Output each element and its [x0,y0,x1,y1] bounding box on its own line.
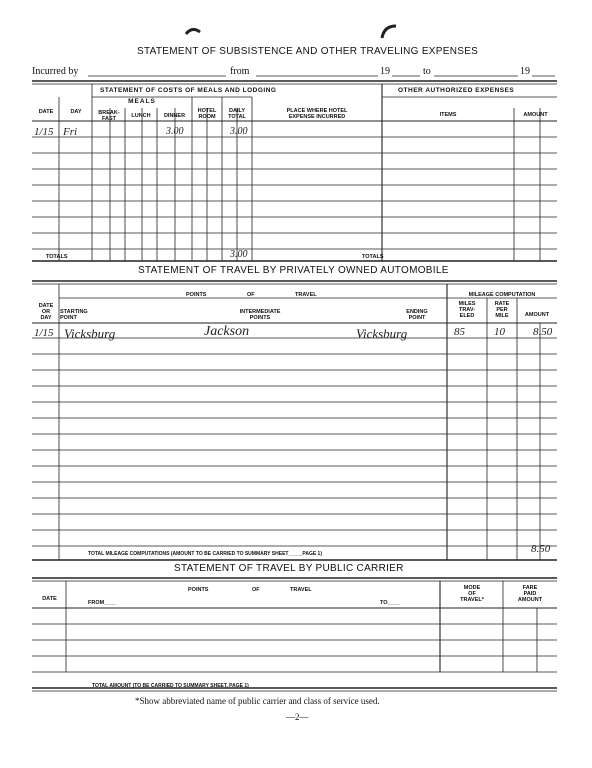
auto-entry-intermediate: Jackson [204,324,250,339]
meals-entry-daily-total: 3.00 [230,126,248,137]
auto-total-value: 8.50 [531,543,551,555]
auto-col-rate: RATE PER MILE [494,301,510,319]
auto-entry-end: Vicksburg [356,326,408,341]
meals-totals-value: 3.00 [230,249,248,260]
public-col-mode: MODE OF TRAVEL* [460,585,484,603]
auto-entry-start: Vicksburg [64,326,116,341]
meals-entry-dinner: 3.00 [166,126,184,137]
auto-section-title: STATEMENT OF TRAVEL BY PRIVATELY OWNED AUTOMOBILE [138,265,449,276]
meals-totals-label: TOTALS [46,254,68,260]
auto-col-miles: MILES TRAV- ELED [458,301,476,319]
auto-col-intermediate: INTERMEDIATE POINTS [239,309,281,321]
public-total-label: TOTAL AMOUNT (TO BE CARRIED TO SUMMARY SHEET, PAGE 1) [92,683,249,689]
incurred-by-label: Incurred by [32,66,79,77]
other-totals-label: TOTALS [362,254,384,260]
from-label: from [230,66,250,77]
meals-col-date: DATE [38,109,54,115]
year-label-2: 19 [520,66,530,77]
public-points-header-points: POINTS [188,587,209,593]
public-to-label: TO____ [380,600,400,606]
page-number: —2— [286,712,309,722]
meals-entry-date: 1/15 [34,126,54,138]
meals-col-lunch: LUNCH [131,113,151,119]
meals-col-dinner: DINNER [163,113,186,119]
auto-col-end: ENDING POINT [406,309,428,321]
meals-col-breakfast: BREAK- FAST [98,110,120,122]
page-title: STATEMENT OF SUBSISTENCE AND OTHER TRAVELING EXPENSES [137,46,479,57]
public-col-date: DATE [42,596,57,602]
other-section-title: OTHER AUTHORIZED EXPENSES [398,87,515,94]
meals-col-day: DAY [70,109,82,115]
auto-mileage-header: MILEAGE COMPUTATION [468,292,536,298]
public-from-label: FROM____ [88,600,117,606]
meals-section-title: STATEMENT OF COSTS OF MEALS AND LODGING [100,87,277,94]
public-section-title: STATEMENT OF TRAVEL BY PUBLIC CARRIER [174,563,404,574]
auto-entry-rate: 10 [494,326,505,338]
meals-col-place: PLACE WHERE HOTEL EXPENSE INCURRED [286,108,348,120]
auto-points-header-of: OF [247,292,255,298]
year-label-1: 19 [380,66,390,77]
auto-total-label: TOTAL MILEAGE COMPUTATIONS (AMOUNT TO BE CARRIED TO SUMMARY SHEET_____PAGE 1) [88,551,323,557]
meals-col-daily: DAILY TOTAL [228,108,246,120]
auto-points-header-travel: TRAVEL [295,292,317,298]
auto-entry-miles: 85 [454,326,465,338]
meals-entry-day: Fri [63,126,78,138]
public-points-header-travel: TRAVEL [290,587,312,593]
auto-points-header-points: POINTS [186,292,207,298]
other-col-items: ITEMS [439,112,457,118]
meals-group-label: MEALS [128,98,156,105]
auto-col-date: DATE OR DAY [38,303,54,321]
auto-col-amount: AMOUNT [524,312,550,318]
other-col-amount: AMOUNT [523,112,548,118]
meals-col-hotel: HOTEL ROOM [197,108,217,120]
public-col-fare: FARE PAID AMOUNT [517,585,543,603]
auto-col-start: STARTING POINT [60,309,88,321]
footnote: *Show abbreviated name of public carrier and class of service used. [135,696,380,706]
auto-entry-date: 1/15 [34,327,54,339]
public-points-header-of: OF [252,587,260,593]
auto-entry-amount: 8.50 [533,326,553,338]
to-label: to [423,66,431,77]
